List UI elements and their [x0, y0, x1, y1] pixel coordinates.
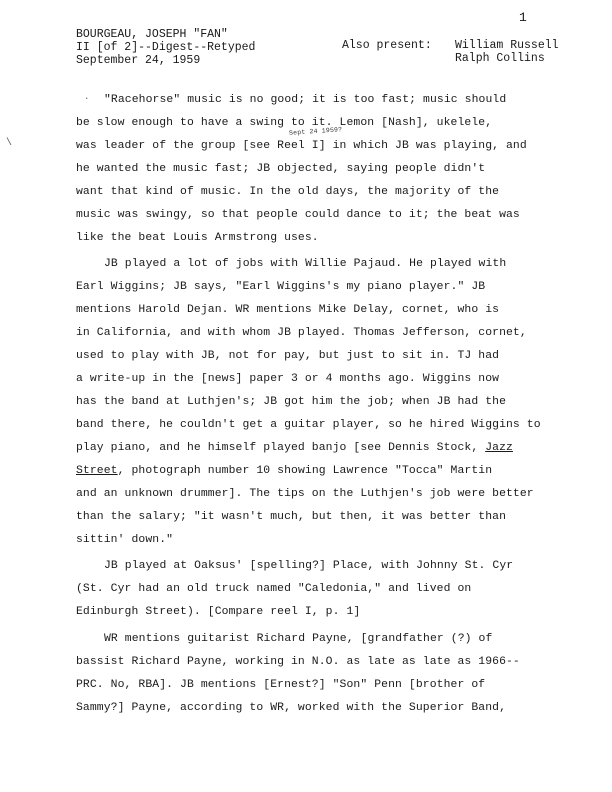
body-line-text: WR mentions guitarist Richard Payne,: [104, 633, 361, 645]
body-line: and an unknown drummer]. The tips on the Luthjen's job were better: [76, 488, 534, 500]
margin-mark: \: [6, 138, 13, 149]
body-line: Earl Wiggins; JB says, "Earl Wiggins's my piano player." JB: [76, 281, 486, 293]
present-name: William Russell: [455, 39, 559, 52]
body-line: JB played at Oaksus' [spelling?] Place, with Johnny St. Cyr: [104, 560, 514, 572]
body-line: be slow enough to have a swing to it. Lemon [Nash], ukelele,: [76, 117, 493, 129]
body-line: used to play with JB, not for pay, but just to sit in. TJ had: [76, 350, 500, 362]
body-line: band there, he couldn't get a guitar player, so he hired Wiggins to: [76, 419, 541, 431]
body-line: sittin' down.": [76, 534, 174, 546]
body-line: [76, 464, 492, 478]
body-line: has the band at Luthjen's; JB got him the job; when JB had the: [76, 396, 507, 408]
header-name: BOURGEAU, JOSEPH "FAN": [76, 28, 228, 41]
body-line: [104, 632, 492, 646]
body-line-text: play piano, and he himself played banjo [see Dennis Stock,: [76, 442, 486, 454]
body-line: music was swingy, so that people could dance to it; the beat was: [76, 209, 520, 221]
body-line: Edinburgh Street). [Compare reel I, p. 1]: [76, 606, 361, 618]
body-line: than the salary; "it wasn't much, but then, it was better than: [76, 511, 507, 523]
body-line: was leader of the group [see Reel I] in which JB was playing, and: [76, 140, 527, 152]
body-line: a write-up in the [news] paper 3 or 4 months ago. Wiggins now: [76, 373, 500, 385]
body-line: in California, and with whom JB played. Thomas Jefferson, cornet,: [76, 327, 527, 339]
also-present-label: Also present:: [342, 39, 432, 52]
header-reel: II [of 2]--Digest--Retyped: [76, 41, 256, 54]
handwritten-insert: Sept 24 1959?: [288, 126, 343, 137]
body-line: JB played a lot of jobs with Willie Pajaud. He played with: [104, 258, 507, 270]
book-title-jazz: Jazz: [485, 442, 513, 454]
body-line: "Racehorse" music is no good; it is too fast; music should: [104, 94, 507, 106]
body-line: want that kind of music. In the old days, the majority of the: [76, 186, 500, 198]
book-title-street: Street: [76, 465, 118, 477]
body-line: [76, 441, 513, 455]
body-line: mentions Harold Dejan. WR mentions Mike Delay, cornet, who is: [76, 304, 500, 316]
header-block: [76, 28, 255, 67]
body-line: bassist Richard Payne, working in N.O. as late as late as 1966--: [76, 656, 520, 668]
present-name: Ralph Collins: [455, 52, 545, 65]
present-list: [455, 39, 559, 65]
stray-mark: ·: [84, 94, 90, 104]
body-line-text: , photograph number 10 showing Lawrence "Tocca" Martin: [117, 465, 493, 477]
body-line: he wanted the music fast; JB objected, saying people didn't: [76, 163, 486, 175]
body-line: Sammy?] Payne, according to WR, worked with the Superior Band,: [76, 702, 507, 714]
handwritten-bracket-insert: [grandfather (?) of: [360, 633, 493, 645]
body-line: like the beat Louis Armstrong uses.: [76, 232, 319, 244]
page-number: 1: [519, 10, 527, 25]
body-line: (St. Cyr had an old truck named "Caledonia," and lived on: [76, 583, 472, 595]
header-date: September 24, 1959: [76, 54, 201, 67]
body-line: PRC. No, RBA]. JB mentions [Ernest?] "Son" Penn [brother of: [76, 679, 486, 691]
